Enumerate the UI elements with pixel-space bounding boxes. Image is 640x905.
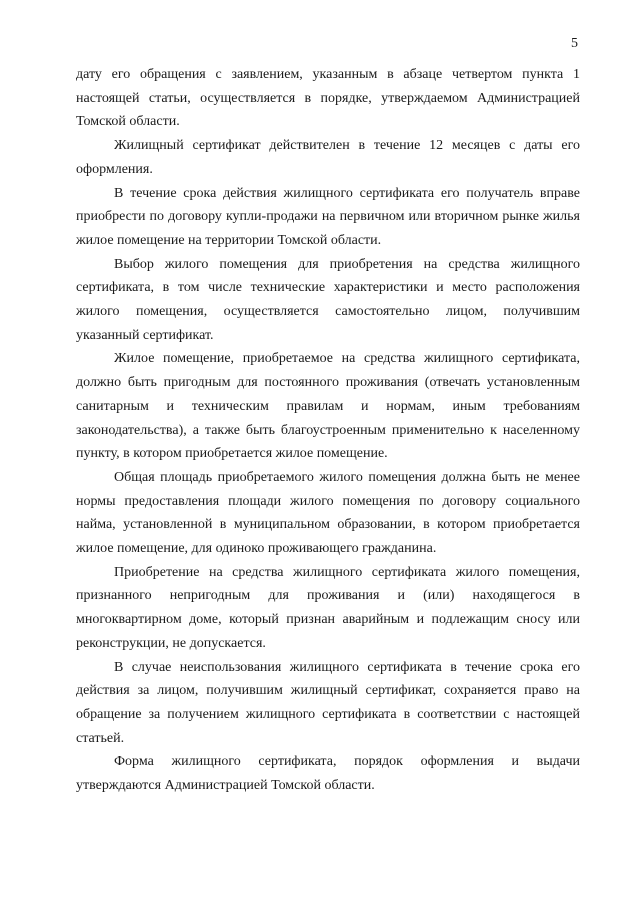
- document-body: [76, 63, 580, 798]
- paragraph-prohibition: Приобретение на средства жилищного сертификата жилого помещения, признанного непригодным для проживания и (или) находящегося в многоквартирном доме, который признан аварийным и подлежащим сносу или реконструкции, не допускается.: [76, 564, 580, 651]
- paragraph-nonuse: В случае неиспользования жилищного сертификата в течение срока его действия за лицом, получившим жилищный сертификат, сохраняется право на обращение за получением жилищного сертификата в соответствии с настоящей статьей.: [76, 659, 580, 746]
- paragraph-housing-choice: Выбор жилого помещения для приобретения на средства жилищного сертификата, в том числе технические характеристики и место расположения жилого помещения, осуществляется самостоятельно лицом, получившим указанный сертификат.: [76, 256, 580, 343]
- paragraph-continuation: дату его обращения с заявлением, указанным в абзаце четвертом пункта 1 настоящей статьи, осуществляется в порядке, утверждаемом Администрацией Томской области.: [76, 67, 580, 130]
- paragraph-certificate-form: Форма жилищного сертификата, порядок оформления и выдачи утверждаются Администрацией Томской области.: [76, 754, 580, 794]
- paragraph-certificate-validity: Жилищный сертификат действителен в течение 12 месяцев с даты его оформления.: [76, 138, 580, 177]
- paragraph-area-norm: Общая площадь приобретаемого жилого помещения должна быть не менее нормы предоставления площади жилого помещения по договору социального найма, установленной в муниципальном образовании, в котором приобретается жилое помещение, для одиноко проживающего гражданина.: [76, 469, 580, 557]
- page-number: 5: [571, 36, 578, 51]
- paragraph-housing-requirements: Жилое помещение, приобретаемое на средства жилищного сертификата, должно быть пригодным для постоянного проживания (отвечать установленным санитарным и техническим правилам и нормам, иным требованиям законодательства), а также быть благоустроенным применительно к населенному пункту, в котором приобретается жилое помещение.: [76, 351, 580, 462]
- paragraph-purchase-right: В течение срока действия жилищного сертификата его получатель вправе приобрести по договору купли-продажи на первичном или вторичном рынке жилья жилое помещение на территории Томской области.: [76, 185, 580, 248]
